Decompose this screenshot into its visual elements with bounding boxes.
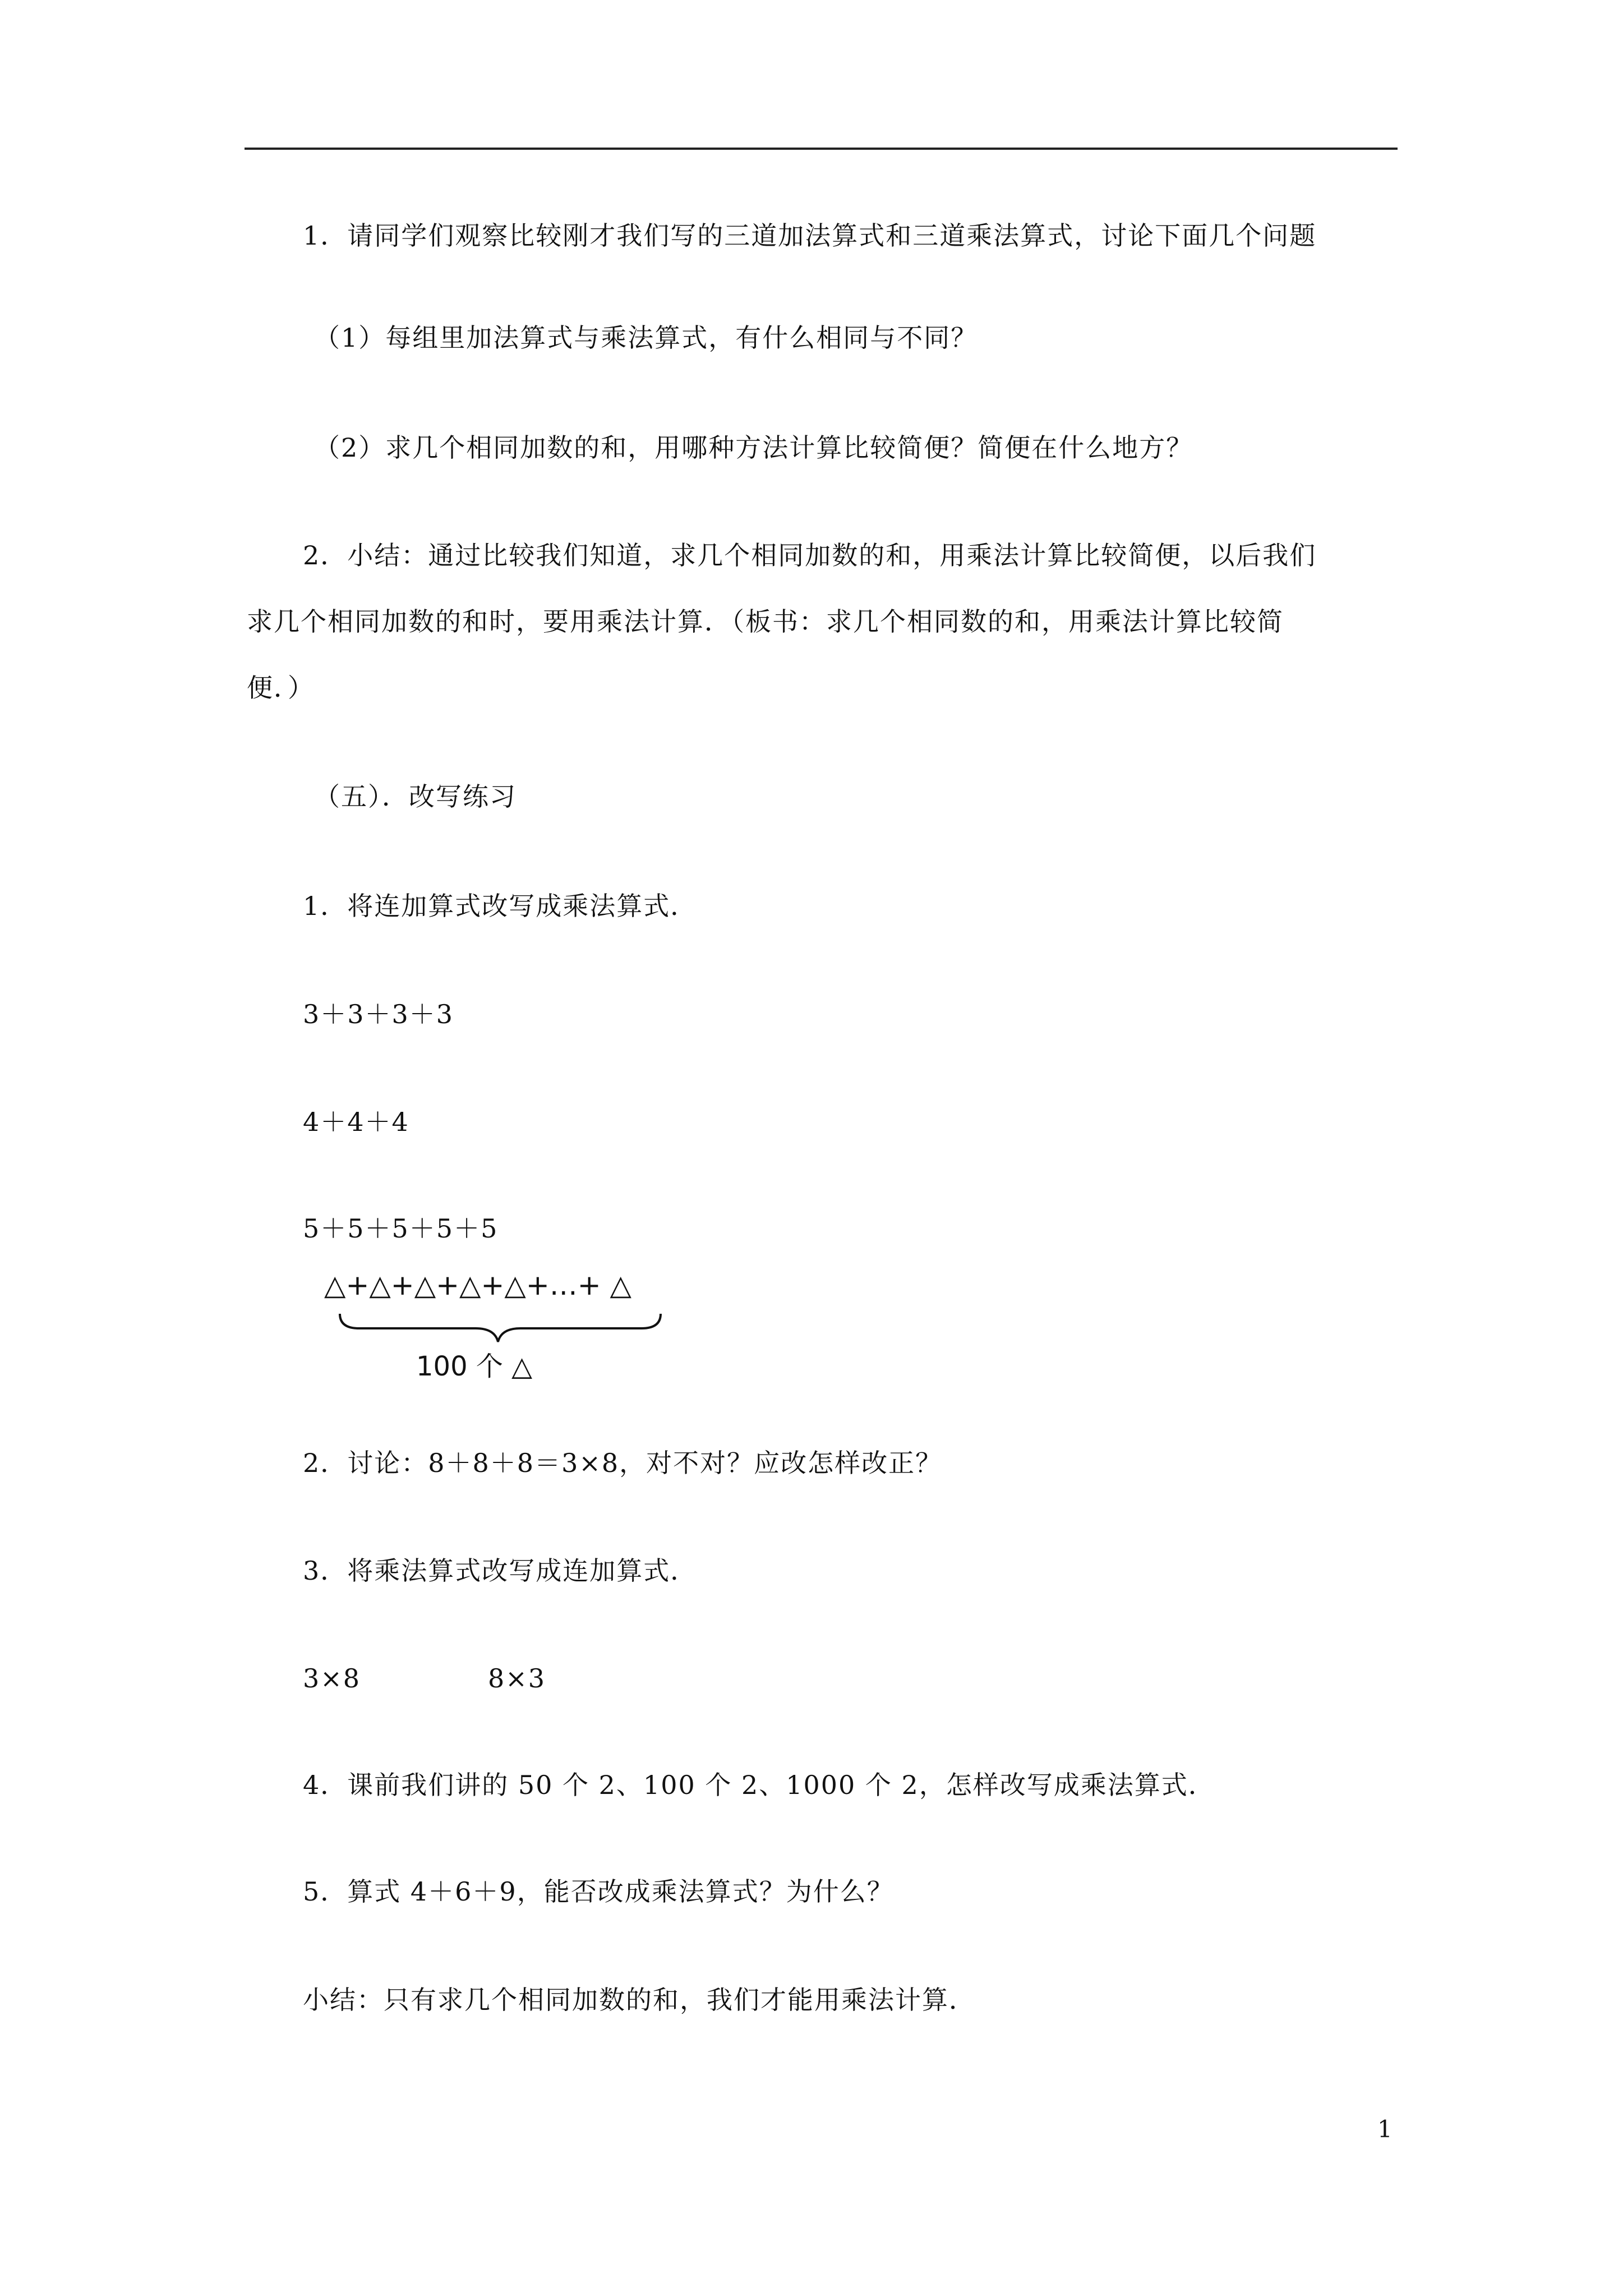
summary-paragraph-line-3: 便．） <box>247 673 315 703</box>
summary-paragraph-line-2: 求几个相同加数的和时，要用乘法计算．（板书：求几个相同数的和，用乘法计算比较简 <box>247 606 1284 637</box>
final-summary: 小结：只有求几个相同加数的和，我们才能用乘法计算． <box>303 1985 976 2015</box>
summary-paragraph-line-1: 2．小结：通过比较我们知道，求几个相同加数的和，用乘法计算比较简便，以后我们 <box>303 540 1317 570</box>
section-heading: （五）．改写练习 <box>314 781 517 812</box>
discussion-prompt: 1．请同学们观察比较刚才我们写的三道加法算式和三道乘法算式，讨论下面几个问题 <box>303 220 1317 251</box>
curly-brace <box>340 1314 661 1342</box>
exercise-5: 5．算式 4＋6＋9，能否改成乘法算式？为什么？ <box>303 1876 894 1907</box>
equation-1: 3＋3＋3＋3 <box>303 999 454 1029</box>
exercise-2: 2．讨论：8＋8＋8＝3×8，对不对？应改怎样改正？ <box>303 1448 943 1478</box>
question-2: （2）求几个相同加数的和，用哪种方法计算比较简便？简便在什么地方？ <box>314 432 1193 463</box>
triangle-sum-figure <box>320 1262 690 1386</box>
exercise-3: 3．将乘法算式改写成连加算式． <box>303 1556 698 1586</box>
page-number: 1 <box>1377 2115 1393 2143</box>
brace-label: 100 个 △ <box>416 1351 533 1382</box>
triangle-sum-expression: △+△+△+△+△+…+ △ <box>324 1269 631 1301</box>
equation-4a: 3×8 <box>303 1663 361 1694</box>
exercise-4: 4．课前我们讲的 50 个 2、100 个 2、1000 个 2，怎样改写成乘法算式． <box>303 1770 1215 1800</box>
equation-3: 5＋5＋5＋5＋5 <box>303 1213 499 1244</box>
exercise-1: 1．将连加算式改写成乘法算式． <box>303 891 698 921</box>
equation-2: 4＋4＋4 <box>303 1107 409 1137</box>
equation-4b: 8×3 <box>488 1663 546 1694</box>
header-rule <box>245 148 1398 150</box>
question-1: （1）每组里加法算式与乘法算式，有什么相同与不同？ <box>314 323 978 353</box>
